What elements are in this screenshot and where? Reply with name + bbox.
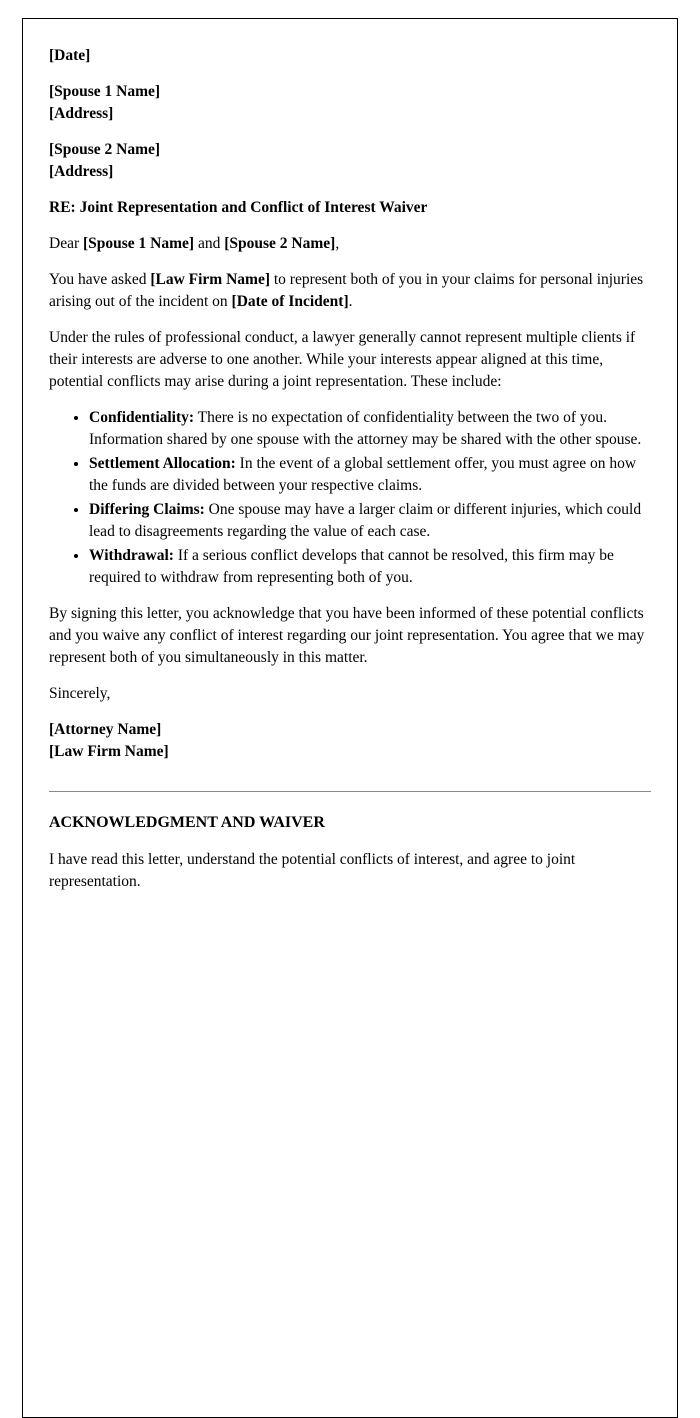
conflict-list	[49, 407, 651, 589]
paragraph	[49, 603, 651, 669]
document-page	[22, 18, 678, 1418]
paragraph	[49, 849, 651, 893]
placeholder-text: [Date]	[49, 47, 91, 64]
placeholder-text: [Attorney Name]	[49, 721, 162, 738]
text-segment: to represent both of you in your claims for personal injuries arising out of the incident on	[49, 271, 644, 310]
placeholder-text: [Date of Incident]	[231, 293, 349, 310]
placeholder-text: [Spouse 2 Name]	[49, 141, 161, 158]
letter-body	[49, 45, 651, 893]
text-segment: One spouse may have a larger claim or different injuries, which could lead to disagreements regarding the value of each case.	[89, 501, 642, 540]
text-segment: If a serious conflict develops that cannot be resolved, this firm may be required to withdraw from representing both of you.	[89, 547, 614, 586]
text-segment: Under the rules of professional conduct, a lawyer generally cannot represent multiple clients if their interests are adverse to one another. While your interests appear aligned at this time, potential conflicts may arise during a joint representation. These include:	[49, 329, 636, 390]
list-item	[89, 545, 651, 589]
paragraph	[49, 197, 651, 219]
text-segment: Dear	[49, 235, 83, 252]
text-segment: By signing this letter, you acknowledge that you have been informed of these potential conflicts and you waive any conflict of interest regarding our joint representation. You agree that we may represent both of you simultaneously in this matter.	[49, 605, 645, 666]
placeholder-text: [Law Firm Name]	[150, 271, 270, 288]
placeholder-text: [Spouse 1 Name]	[49, 83, 161, 100]
placeholder-text: Differing Claims:	[89, 501, 205, 518]
paragraph	[49, 45, 651, 67]
placeholder-text: [Address]	[49, 163, 114, 180]
placeholder-text: [Address]	[49, 105, 114, 122]
text-segment: In the event of a global settlement offer, you must agree on how the funds are divided between your respective claims.	[89, 455, 637, 494]
paragraph	[49, 719, 651, 763]
section-divider	[49, 791, 651, 792]
section-heading	[49, 812, 651, 835]
text-segment: Sincerely,	[49, 685, 111, 702]
text-segment: There is no expectation of confidentiality between the two of you. Information shared by one spouse with the attorney may be shared with the other spouse.	[89, 409, 642, 448]
placeholder-text: [Law Firm Name]	[49, 743, 169, 760]
paragraph	[49, 233, 651, 255]
text-segment: ,	[335, 235, 340, 252]
paragraph	[49, 683, 651, 705]
paragraph	[49, 327, 651, 393]
placeholder-text: [Spouse 1 Name]	[83, 235, 195, 252]
placeholder-text: RE: Joint Representation and Conflict of Interest Waiver	[49, 199, 428, 216]
text-segment: .	[348, 293, 353, 310]
paragraph	[49, 81, 651, 125]
placeholder-text: Settlement Allocation:	[89, 455, 236, 472]
text-segment: I have read this letter, understand the potential conflicts of interest, and agree to joint representation.	[49, 850, 576, 890]
paragraph	[49, 139, 651, 183]
text-segment: You have asked	[49, 271, 151, 288]
placeholder-text: [Spouse 2 Name]	[224, 235, 336, 252]
paragraph	[49, 269, 651, 313]
list-item	[89, 453, 651, 497]
list-item	[89, 499, 651, 543]
list-item	[89, 407, 651, 451]
placeholder-text: Withdrawal:	[89, 547, 174, 564]
text-segment: and	[194, 235, 225, 252]
placeholder-text: Confidentiality:	[89, 409, 195, 426]
placeholder-text: ACKNOWLEDGMENT AND WAIVER	[49, 814, 325, 831]
